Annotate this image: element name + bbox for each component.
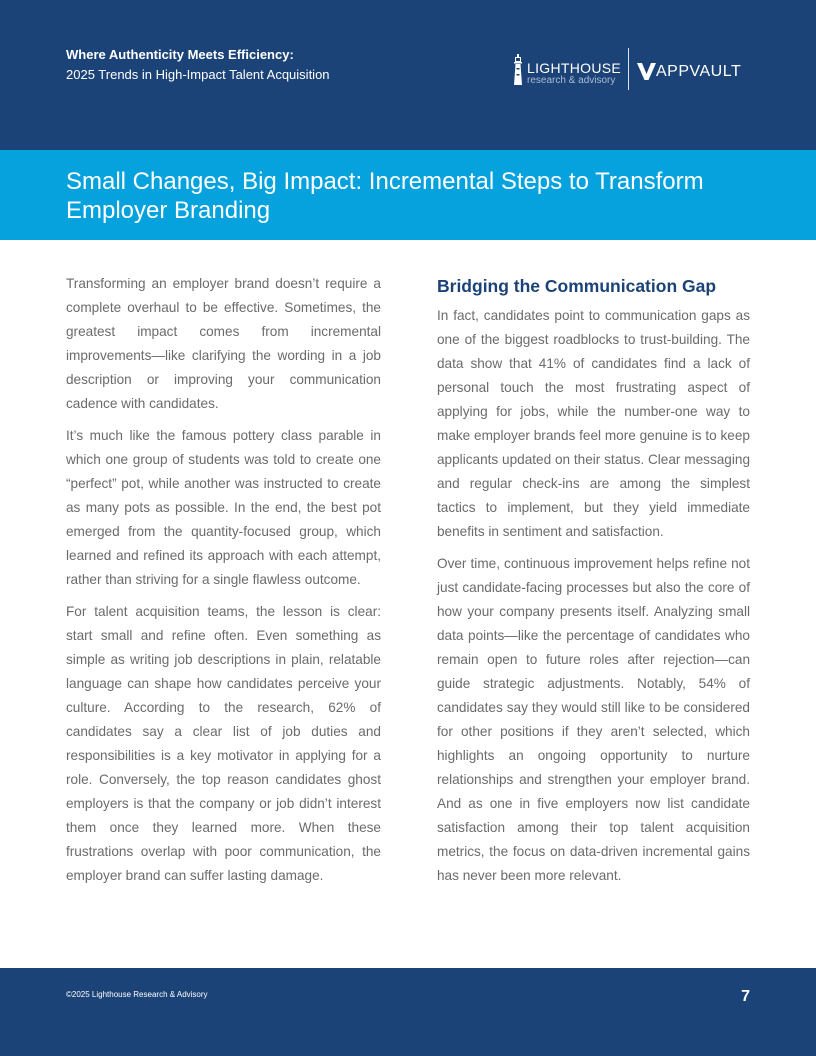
section-banner xyxy=(0,150,816,240)
logo-divider xyxy=(628,48,629,90)
subsection-heading: Bridging the Communication Gap xyxy=(437,276,717,296)
body-paragraph: For talent acquisition teams, the lesson is clear: start small and refine often. Even something as simple as writing job descriptions in plain, relatable language can shape how candidates perceive your culture. According to the research, 62% of candidates say a clear list of job duties and responsibilities is a key motivator in applying for a role. Conversely, the top reason candidates ghost employers is that the company or job didn’t interest them once they learned more. When these frustrations overlap with poor communication, the employer brand can suffer lasting damage. xyxy=(66,604,381,883)
right-column xyxy=(437,272,750,896)
section-title: Small Changes, Big Impact: Incremental Steps to Transform Employer Branding xyxy=(66,168,704,224)
body-paragraph: Transforming an employer brand doesn’t require a complete overhaul to be effective. Sometimes, the greatest impact comes from incremental improvements—like clarifying the wording in a job description or improving your communication cadence with candidates. xyxy=(66,276,381,411)
page-header xyxy=(0,0,816,150)
lighthouse-logo-name: LIGHTHOUSE xyxy=(527,60,622,76)
body-paragraph: Over time, continuous improvement helps refine not just candidate-facing processes but also the core of how your company presents itself. Analyzing small data points—like the percentage of candidates who remain open to future roles after rejection—can guide strategic adjustments. Notably, 54% of candidates say they would still like to be considered for other positions if they aren’t selected, which highlights an ongoing opportunity to nurture relationships and strengthen your employer brand. And as one in five employers now list candidate satisfaction among their top talent acquisition metrics, the focus on data-driven incremental gains has never been more relevant. xyxy=(437,556,750,883)
body-paragraph: It’s much like the famous pottery class parable in which one group of students was told to create one “perfect” pot, while another was instructed to create as many pots as possible. In the end, the best pot emerged from the quantity-focused group, which learned and refined its approach with each attempt, rather than striving for a single flawless outcome. xyxy=(66,428,381,587)
lighthouse-logo xyxy=(512,52,624,90)
appvault-v-icon xyxy=(637,61,656,81)
appvault-logo xyxy=(637,60,757,86)
appvault-logo-name: APPVAULT xyxy=(656,63,742,80)
lighthouse-logo-tagline: research & advisory xyxy=(527,75,616,86)
left-column xyxy=(66,272,381,896)
report-title: Where Authenticity Meets Efficiency: xyxy=(66,47,294,62)
page-footer xyxy=(0,968,816,1056)
body-paragraph: In fact, candidates point to communication gaps as one of the biggest roadblocks to trust-building. The data show that 41% of candidates find a lack of personal touch the most frustrating aspect of applying for jobs, while the number-one way to make employer brands feel more genuine is to keep applicants updated on their status. Clear messaging and regular check-ins are among the simplest tactics to implement, but they yield immediate benefits in sentiment and satisfaction. xyxy=(437,308,750,539)
lighthouse-icon xyxy=(512,54,524,86)
report-subtitle: 2025 Trends in High-Impact Talent Acquisition xyxy=(66,67,330,82)
page-number: 7 xyxy=(741,988,750,1005)
copyright-notice: ©2025 Lighthouse Research & Advisory xyxy=(66,990,208,999)
